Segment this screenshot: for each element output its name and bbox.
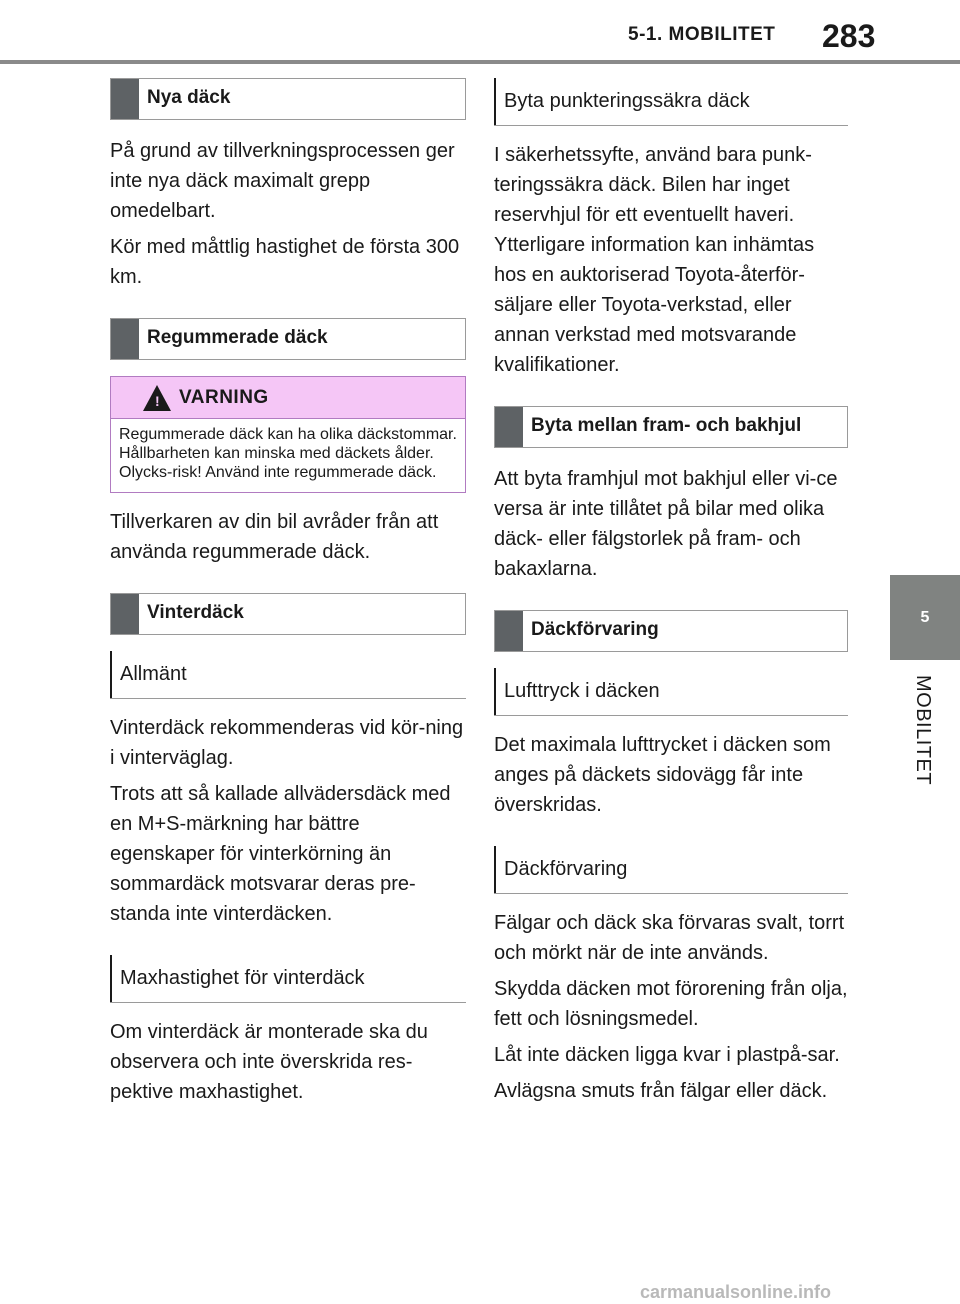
heading-text: Regummerade däck — [147, 327, 328, 348]
warning-header — [111, 377, 465, 419]
paragraph: Fälgar och däck ska förvaras svalt, torrt och mörkt när de inte används. — [494, 912, 845, 964]
subheading-max-speed — [110, 955, 466, 1003]
paragraph: Avlägsna smuts från fälgar eller däck. — [494, 1080, 828, 1102]
heading-text: Vinterdäck — [147, 602, 244, 623]
heading-bar — [111, 79, 139, 119]
paragraph: Trots att så kallade allvädersdäck med en M+S-märkning har bättre egenskaper för vinterkörning än sommardäck motsvarar deras pre-standa inte vinterdäcken. — [110, 783, 451, 925]
warning-body: Regummerade däck kan ha olika däckstommar. Hållbarheten kan minska med däckets ålder. Olycks-risk! Använd inte regummerade däck. — [119, 426, 457, 481]
subheading-text: Maxhastighet för vinterdäck — [120, 967, 365, 989]
paragraph: På grund av tillverkningsprocessen ger inte nya däck maximalt grepp omedelbart. — [110, 140, 455, 222]
subheading-general — [110, 651, 466, 699]
header-rule — [0, 60, 960, 64]
heading-retreaded-tyres — [110, 318, 466, 360]
paragraph: Skydda däcken mot förorening från olja, fett och lösningsmedel. — [494, 978, 848, 1030]
page-number: 283 — [822, 18, 876, 54]
paragraph: Låt inte däcken ligga kvar i plastpå-sar. — [494, 1044, 840, 1066]
heading-text: Byta mellan fram- och bakhjul — [531, 415, 802, 436]
page-header — [0, 0, 960, 60]
heading-bar — [495, 407, 523, 447]
paragraph: Vinterdäck rekommenderas vid kör-ning i vinterväglag. — [110, 717, 464, 769]
paragraph: Det maximala lufttrycket i däcken som anges på däckets sidovägg får inte överskridas. — [494, 734, 831, 816]
heading-text: Däckförvaring — [531, 619, 659, 640]
paragraph: I säkerhetssyfte, använd bara punk-teringssäkra däck. Bilen har inget reservhjul för ett eventuellt haveri. Ytterligare information kan inhämtas hos en auktoriserad Toyota-återför-säljare eller Toyota-verkstad, eller annan verkstad med motsvarande kvalifikationer. — [494, 144, 815, 376]
heading-bar — [111, 594, 139, 634]
paragraph: Att byta framhjul mot bakhjul eller vi-ce versa är inte tillåtet på bilar med olika däck- eller fälgstorlek på fram- och bakaxlarna. — [494, 468, 838, 580]
subheading-text: Lufttryck i däcken — [504, 680, 660, 702]
heading-winter-tyres — [110, 593, 466, 635]
left-column — [110, 78, 466, 1113]
subheading-text: Byta punkteringssäkra däck — [504, 90, 750, 112]
chapter-label: MOBILITET — [912, 675, 934, 786]
heading-swap-wheels — [494, 406, 848, 448]
subheading-storage — [494, 846, 848, 894]
heading-bar — [111, 319, 139, 359]
subheading-tyre-pressure — [494, 668, 848, 716]
right-column — [494, 78, 848, 1112]
subheading-text: Däckförvaring — [504, 858, 628, 880]
subheading-text: Allmänt — [120, 663, 187, 685]
warning-box — [110, 376, 466, 493]
subheading-runflat — [494, 78, 848, 126]
heading-bar — [495, 611, 523, 651]
heading-new-tyres — [110, 78, 466, 120]
heading-tyre-storage — [494, 610, 848, 652]
paragraph: Om vinterdäck är monterade ska du observera och inte överskrida res-pektive maxhastighet. — [110, 1021, 428, 1103]
section-title: 5-1. MOBILITET — [628, 24, 776, 45]
heading-text: Nya däck — [147, 87, 231, 108]
warning-title: VARNING — [179, 387, 269, 408]
watermark: carmanualsonline.info — [640, 1282, 832, 1302]
chapter-tab[interactable]: 5 — [890, 575, 960, 660]
paragraph: Tillverkaren av din bil avråder från att använda regummerade däck. — [110, 511, 439, 563]
warning-triangle-icon: ! — [143, 385, 171, 411]
paragraph: Kör med måttlig hastighet de första 300 km. — [110, 236, 460, 288]
